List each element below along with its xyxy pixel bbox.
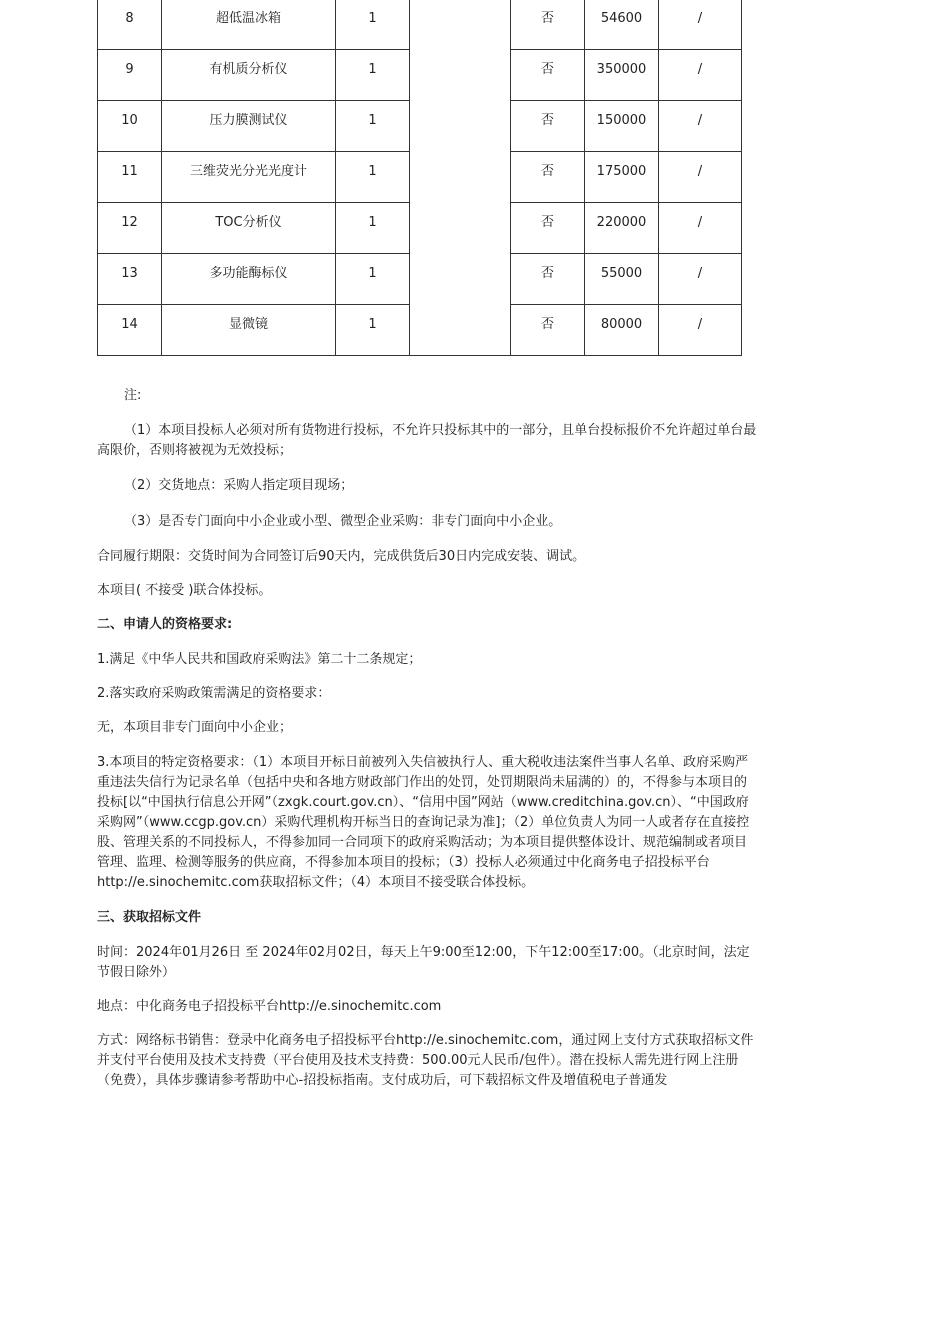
cell-imported [511, 152, 585, 203]
cell-remark [659, 101, 742, 152]
cell-quantity [336, 152, 410, 203]
note-2: （2）交货地点：采购人指定项目现场； [124, 478, 354, 494]
cell-remark [659, 152, 742, 203]
cell-imported-text: 否 [540, 11, 554, 26]
cell-max-price-text: 150000 [596, 113, 647, 128]
cell-remark-text: / [697, 62, 703, 77]
cell-max-price-text: 55000 [600, 266, 643, 281]
cell-imported-text: 否 [540, 62, 554, 77]
cell-max-price [585, 203, 659, 254]
cell-quantity-text: 1 [368, 164, 377, 179]
qualification-3: 3.本项目的特定资格要求：（1）本项目开标日前被列入失信被执行人、重大税收违法案件当事人名单、政府采购严重违法失信行为记录名单（包括中央和各地方财政部门作出的处罚，处罚期限尚未届满的）的，不得参与本项目的投标[以“中国执行信息公开网”（zxgk.court.gov.cn）、“信用中国”网站（www.creditchina.gov.cn）、“中国政府采购网”（www.ccgp.gov.cn）采购代理机构开标当日的查询记录为准]；（2）单位负责人为同一人或者存在直接控股、管理关系的不同投标人，不得参加同一合同项下的政府采购活动；为本项目提供整体设计、规范编制或者项目管理、监理、检测等服务的供应商，不得参加本项目的投标；（3）投标人必须通过中化商务电子招投标平台http://e.sinochemitc.com获取招标文件；（4）本项目不接受联合体投标。 [97, 754, 750, 891]
cell-item-name [162, 50, 336, 101]
cell-merged-empty [410, 0, 511, 356]
cell-number [98, 305, 162, 356]
cell-number [98, 152, 162, 203]
cell-imported-text: 否 [540, 215, 554, 230]
cell-quantity-text: 1 [368, 215, 377, 230]
cell-item-name-text: 多功能酶标仪 [209, 266, 288, 281]
cell-imported-text: 否 [540, 266, 554, 281]
items-table-body [98, 0, 742, 356]
cell-number [98, 203, 162, 254]
cell-item-name [162, 0, 336, 50]
cell-max-price-text: 80000 [600, 317, 643, 332]
cell-max-price [585, 50, 659, 101]
cell-remark [659, 305, 742, 356]
consortium-statement: 本项目( 不接受 )联合体投标。 [97, 582, 272, 598]
acquisition-place: 地点：中化商务电子招投标平台http://e.sinochemitc.com [97, 998, 442, 1014]
acquisition-method: 方式：网络标书销售：登录中化商务电子招投标平台http://e.sinochemitc.com，通过网上支付方式获取招标文件并支付平台使用及技术支持费（平台使用及技术支持费：500.00元人民币/包件）。潜在投标人需先进行网上注册（免费），具体步骤请参考帮助中心-招投标指南。支付成功后，可下载招标文件及增值税电子普通发 [97, 1033, 754, 1089]
cell-max-price [585, 254, 659, 305]
cell-number-text: 11 [121, 164, 138, 179]
cell-item-name-text: 三维荧光分光光度计 [189, 164, 307, 179]
cell-item-name-text: 压力膜测试仪 [209, 113, 288, 128]
note-3: （3）是否专门面向中小企业或小型、微型企业采购：非专门面向中小企业。 [124, 513, 562, 529]
cell-item-name [162, 305, 336, 356]
cell-max-price-text: 175000 [596, 164, 647, 179]
section-2-heading: 二、申请人的资格要求: [97, 616, 233, 632]
cell-item-name [162, 101, 336, 152]
cell-max-price-text: 54600 [600, 11, 643, 26]
cell-number-text: 13 [121, 266, 138, 281]
cell-number [98, 254, 162, 305]
cell-imported [511, 203, 585, 254]
cell-imported-text: 否 [540, 113, 554, 128]
notes-label: 注: [124, 388, 142, 403]
cell-number [98, 101, 162, 152]
cell-number-text: 9 [125, 62, 134, 77]
note-1: （1）本项目投标人必须对所有货物进行投标，不允许只投标其中的一部分，且单台投标报价不允许超过单台最高限价，否则将被视为无效投标； [97, 423, 757, 459]
cell-remark [659, 0, 742, 50]
qualification-1: 1.满足《中华人民共和国政府采购法》第二十二条规定； [97, 652, 422, 668]
cell-max-price [585, 305, 659, 356]
section-3-heading: 三、获取招标文件 [97, 909, 202, 925]
cell-imported [511, 0, 585, 50]
qualification-2: 2.落实政府采购政策需满足的资格要求： [97, 686, 331, 702]
cell-quantity-text: 1 [368, 113, 377, 128]
cell-remark-text: / [697, 215, 703, 230]
cell-max-price [585, 152, 659, 203]
cell-max-price [585, 0, 659, 50]
cell-remark-text: / [697, 113, 703, 128]
cell-quantity-text: 1 [368, 11, 377, 26]
cell-number [98, 50, 162, 101]
cell-max-price [585, 101, 659, 152]
contract-period: 合同履行期限：交货时间为合同签订后90天内，完成供货后30日内完成安装、调试。 [97, 548, 586, 564]
cell-quantity-text: 1 [368, 62, 377, 77]
cell-quantity-text: 1 [368, 317, 377, 332]
cell-max-price-text: 350000 [596, 62, 647, 77]
cell-imported [511, 101, 585, 152]
items-table [97, 0, 742, 356]
cell-max-price-text: 220000 [596, 215, 647, 230]
cell-number-text: 12 [121, 215, 138, 230]
cell-remark-text: / [697, 11, 703, 26]
cell-remark-text: / [697, 266, 703, 281]
cell-number [98, 0, 162, 50]
cell-number-text: 10 [121, 113, 138, 128]
cell-imported [511, 305, 585, 356]
cell-remark-text: / [697, 164, 703, 179]
cell-quantity [336, 0, 410, 50]
cell-quantity [336, 305, 410, 356]
cell-item-name-text: 有机质分析仪 [209, 62, 288, 77]
cell-item-name [162, 152, 336, 203]
cell-remark [659, 50, 742, 101]
cell-item-name-text: 超低温冰箱 [215, 11, 281, 26]
cell-imported-text: 否 [540, 317, 554, 332]
cell-item-name-text: 显微镜 [228, 317, 268, 332]
cell-quantity-text: 1 [368, 266, 377, 281]
cell-remark [659, 203, 742, 254]
cell-remark-text: / [697, 317, 703, 332]
cell-item-name-text: TOC分析仪 [215, 215, 282, 230]
cell-imported [511, 254, 585, 305]
cell-quantity [336, 254, 410, 305]
cell-remark [659, 254, 742, 305]
cell-quantity [336, 203, 410, 254]
qualification-2-detail: 无，本项目非专门面向中小企业； [97, 720, 293, 736]
acquisition-time: 时间：2024年01月26日 至 2024年02月02日，每天上午9:00至12:00，下午12:00至17:00。（北京时间，法定节假日除外） [97, 944, 750, 980]
cell-number-text: 8 [125, 11, 134, 26]
document-body [97, 386, 757, 1092]
cell-imported [511, 50, 585, 101]
cell-quantity [336, 50, 410, 101]
table-row [98, 0, 742, 50]
cell-quantity [336, 101, 410, 152]
cell-item-name [162, 203, 336, 254]
cell-item-name [162, 254, 336, 305]
cell-imported-text: 否 [540, 164, 554, 179]
cell-number-text: 14 [121, 317, 138, 332]
